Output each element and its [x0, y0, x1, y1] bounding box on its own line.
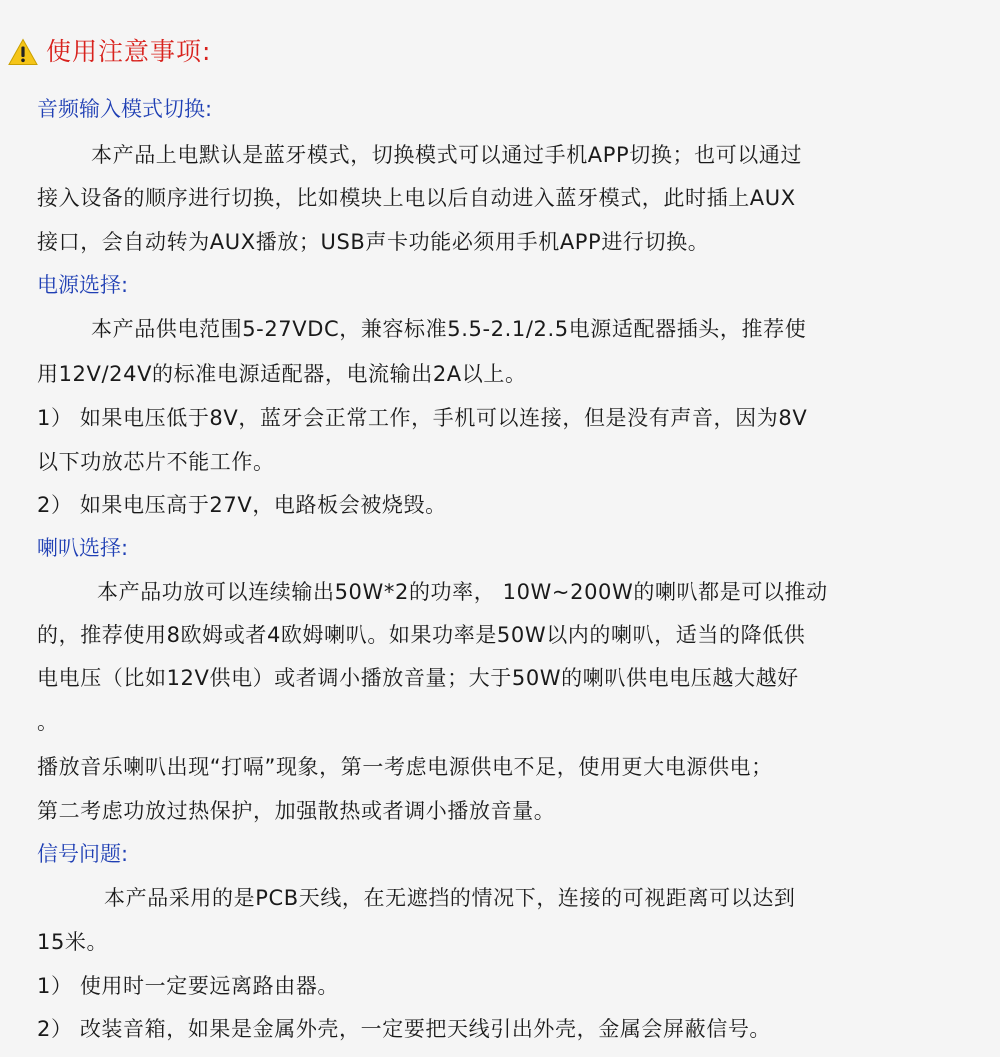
signal-line-2: 15米。: [37, 930, 109, 954]
page-title: 使用注意事项:: [46, 37, 212, 66]
heading-signal: 信号问题:: [37, 842, 129, 866]
signal-line-1: 本产品采用的是PCB天线，在无遮挡的情况下，连接的可视距离可以达到: [104, 886, 796, 910]
heading-power: 电源选择:: [37, 273, 129, 297]
speaker-line-4: 。: [37, 710, 59, 734]
title-row: [8, 32, 211, 72]
audio-line-3: 接口，会自动转为AUX播放；USB声卡功能必须用手机APP进行切换。: [37, 230, 710, 254]
power-line-2: 用12V/24V的标准电源适配器，电流输出2A以上。: [37, 362, 527, 386]
warning-icon: [8, 38, 38, 66]
power-line-4: 以下功放芯片不能工作。: [37, 450, 275, 474]
speaker-line-1: 本产品功放可以连续输出50W*2的功率， 10W~200W的喇叭都是可以推动: [97, 580, 828, 604]
audio-line-1: 本产品上电默认是蓝牙模式，切换模式可以通过手机APP切换；也可以通过: [91, 143, 803, 167]
heading-speaker: 喇叭选择:: [37, 536, 129, 560]
speaker-line-2: 的，推荐使用8欧姆或者4欧姆喇叭。如果功率是50W以内的喇叭，适当的降低供: [37, 623, 806, 647]
power-line-1: 本产品供电范围5-27VDC，兼容标准5.5-2.1/2.5电源适配器插头，推荐使: [91, 317, 807, 341]
signal-line-4: 2） 改装音箱，如果是金属外壳，一定要把天线引出外壳，金属会屏蔽信号。: [37, 1017, 772, 1041]
speaker-line-5: 播放音乐喇叭出现“打嗝”现象，第一考虑电源供电不足，使用更大电源供电；: [37, 755, 773, 779]
heading-audio-input-mode: 音频输入模式切换:: [37, 97, 213, 121]
power-line-3: 1） 如果电压低于8V，蓝牙会正常工作，手机可以连接，但是没有声音，因为8V: [37, 406, 808, 430]
speaker-line-3: 电电压（比如12V供电）或者调小播放音量；大于50W的喇叭供电电压越大越好: [37, 666, 799, 690]
audio-line-2: 接入设备的顺序进行切换，比如模块上电以后自动进入蓝牙模式，此时插上AUX: [37, 186, 796, 210]
speaker-line-6: 第二考虑功放过热保护，加强散热或者调小播放音量。: [37, 799, 556, 823]
signal-line-3: 1） 使用时一定要远离路由器。: [37, 974, 340, 998]
power-line-5: 2） 如果电压高于27V，电路板会被烧毁。: [37, 493, 447, 517]
